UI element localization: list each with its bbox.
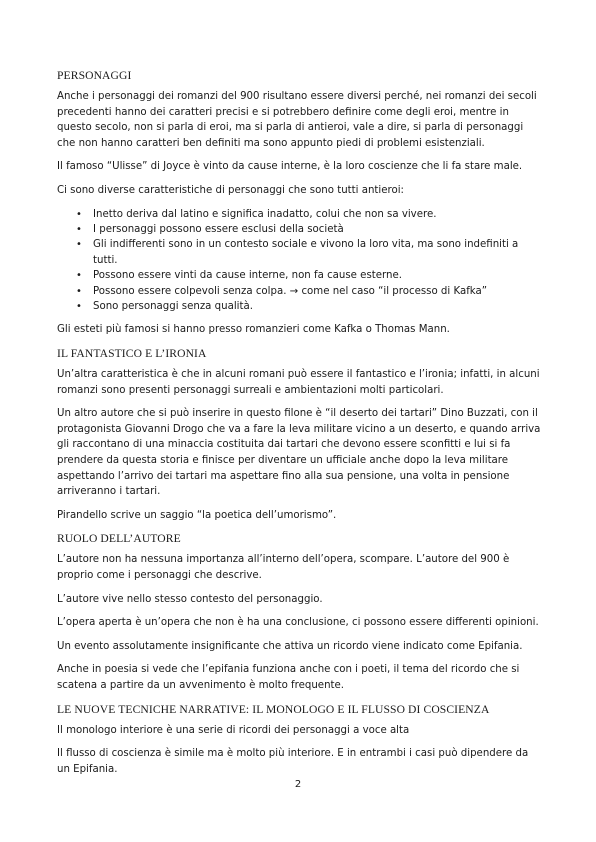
bullet-item: • Possono essere vinti da cause interne, non fa cause esterne. [93,268,542,283]
section-tecniche-narrative [57,702,542,778]
paragraph: Gli esteti più famosi si hanno presso romanzieri come Kafka o Thomas Mann. [57,324,450,336]
paragraph: Il famoso “Ulisse” di Joyce è vinto da cause interne, è la loro coscienze che li fa stare male. [57,161,523,173]
paragraph: Un evento assolutamente insignificante che attiva un ricordo viene indicato come Epifania. [57,640,523,652]
section-personaggi [57,68,542,338]
paragraph: Anche i personaggi dei romanzi del 900 risultano essere diversi perché, nei romanzi dei secoli precedenti hanno dei caratteri precisi e si potrebbero definire come degli eroi, mentre in questo secolo, non si parla di eroi, ma si parla di antieroi, vale a dire, si parla di personaggi che non hanno caratteri ben definiti ma sono appunto piedi di problemi esistenziali. [57,91,537,149]
paragraph: Un’altra caratteristica è che in alcuni romani può essere il fantastico e l’ironia; infatti, in alcuni romanzi sono presenti personaggi surreali e ambientazioni molti particolari. [57,369,540,396]
paragraph: L’opera aperta è un’opera che non è ha una conclusione, ci possono essere differenti opinioni. [57,617,539,629]
paragraph: Anche in poesia si vede che l’epifania funziona anche con i poeti, il tema del ricordo che si scatena a partire da un avvenimento è molto frequente. [57,664,520,691]
bullet-item: • Inetto deriva dal latino e significa inadatto, colui che non sa vivere. [93,207,542,222]
paragraph: Ci sono diverse caratteristiche di personaggi che sono tutti antieroi: [57,184,404,196]
section-heading: PERSONAGGI [57,69,132,82]
bullet-item: • I personaggi possono essere esclusi della società [93,222,542,237]
paragraph: Un altro autore che si può inserire in questo filone è “il deserto dei tartari” Dino Buzzati, con il protagonista Giovanni Drogo che va a fare la leva militare vicino a un deserto, e quando arriva gli raccontano di una minaccia costituita dai tartari che devono essere sconfitti e lui si fa prendere da questa storia e finisce per diventare un ufficiale anche dopo la leva militare aspettando l’arrivo dei tartari ma aspettare fino alla sua pensione, una volta in pensione arriveranno i tartari. [57,408,541,498]
section-heading: LE NUOVE TECNICHE NARRATIVE: IL MONOLOGO E IL FLUSSO DI COSCIENZA [57,702,490,716]
section-ruolo-autore [57,531,542,693]
bullet-list [57,207,542,315]
section-heading: RUOLO DELL’AUTORE [57,532,181,546]
paragraph: Pirandello scrive un saggio “la poetica dell’umorismo”. [57,509,337,521]
paragraph: L’autore vive nello stesso contesto del personaggio. [57,593,323,605]
section-fantastico-ironia [57,346,542,523]
section-heading: IL FANTASTICO E L’IRONIA [57,347,207,360]
bullet-item: • Possono essere colpevoli senza colpa. → come nel caso “il processo di Kafka” [93,284,542,299]
paragraph: Il monologo interiore è una serie di ricordi dei personaggi a voce alta [57,724,410,736]
paragraph: Il flusso di coscienza è simile ma è molto più interiore. E in entrambi i casi può dipendere da un Epifania. [57,748,529,775]
page-content [57,68,542,785]
bullet-item: • Sono personaggi senza qualità. [93,299,542,314]
page-number: 2 [294,779,302,790]
paragraph: L’autore non ha nessuna importanza all’interno dell’opera, scompare. L’autore del 900 è proprio come i personaggi che descrive. [57,554,510,581]
bullet-item: • Gli indifferenti sono in un contesto sociale e vivono la loro vita, ma sono indefiniti a tutti. [93,237,542,268]
